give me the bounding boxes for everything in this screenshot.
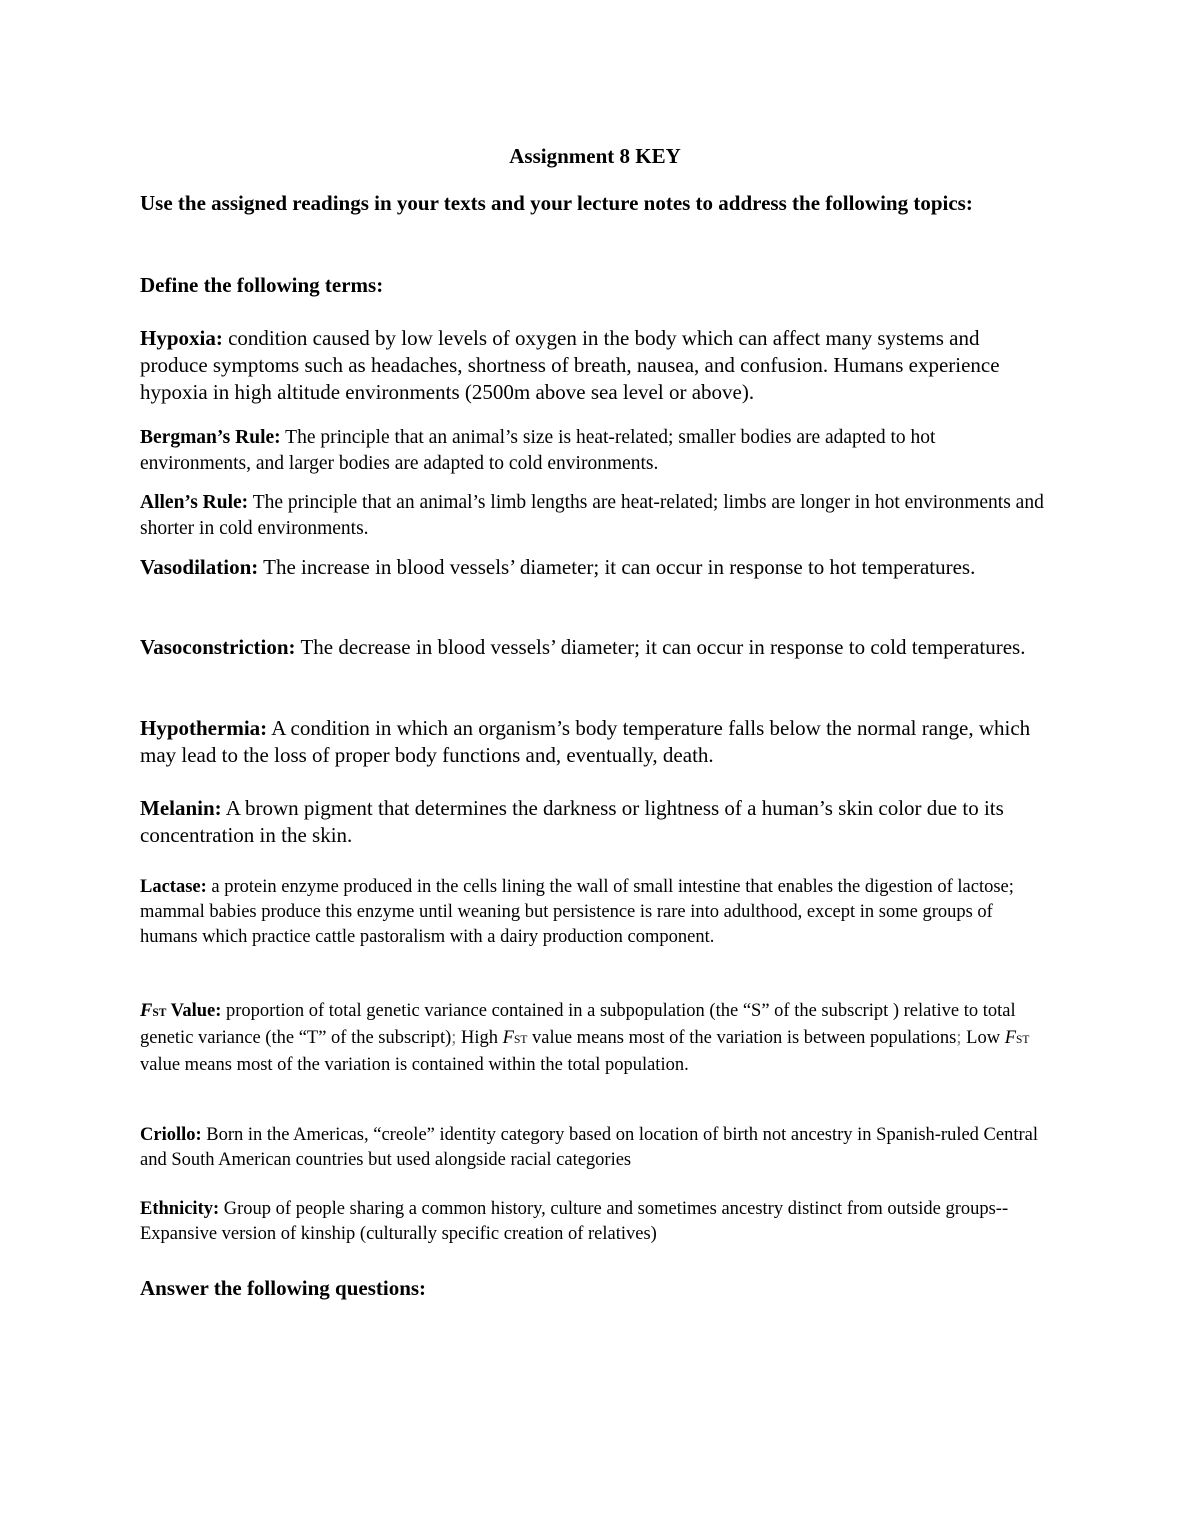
definition-lactase-text: a protein enzyme produced in the cells lining the wall of small intestine that enables the digestion of lactose; mammal babies produce this enzyme until weaning but persistence is rare into adulthood, except in some groups of humans which practice cattle pastoralism with a dairy production component. (140, 877, 1014, 947)
term-ethnicity: Ethnicity: (140, 1199, 220, 1219)
definition-ethnicity (140, 1197, 1050, 1247)
fst-sep2: ; (956, 1028, 962, 1048)
term-melanin: Melanin: (140, 796, 222, 820)
fst-text-part3: value means most of the variation is between populations (527, 1028, 957, 1048)
term-hypothermia: Hypothermia: (140, 716, 268, 740)
definition-ethnicity-text: Group of people sharing a common history, culture and sometimes ancestry distinct from outside groups--Expansive version of kinship (culturally specific creation of relatives) (140, 1199, 1009, 1244)
definition-vasoconstriction-text: The decrease in blood vessels’ diameter; it can occur in response to cold temperatures. (300, 635, 1026, 659)
definition-bergman (140, 425, 1050, 476)
definition-melanin-text: A brown pigment that determines the darkness or lightness of a human’s skin color due to its concentration in the skin. (140, 796, 1004, 847)
fst-term-rest: Value: (170, 1001, 222, 1021)
definition-hypoxia (140, 325, 1050, 406)
fst-text-part5: value means most of the variation is contained within the total population. (140, 1055, 689, 1075)
define-heading: Define the following terms: (140, 273, 384, 297)
definition-vasodilation-text: The increase in blood vessels’ diameter; it can occur in response to hot temperatures. (263, 555, 976, 579)
definition-lactase (140, 875, 1050, 950)
term-lactase: Lactase: (140, 877, 207, 897)
fst-subscript-low: ST (1016, 1034, 1030, 1046)
definition-fst (140, 999, 1050, 1078)
term-criollo: Criollo: (140, 1125, 202, 1145)
fst-symbol-high: F (502, 1028, 514, 1048)
definition-melanin (140, 795, 1050, 849)
fst-sep1: ; (451, 1028, 457, 1048)
fst-text-part4: Low (961, 1028, 1005, 1048)
definition-criollo-text: Born in the Americas, “creole” identity category based on location of birth not ancestry in Spanish-ruled Central and South American countries but used alongside racial categories (140, 1125, 1039, 1170)
fst-text-part1: proportion of total genetic variance contained in a subpopulation (the “S” of the subscript ) relative to total genetic variance (the “T” of the subscript) (140, 1001, 1016, 1048)
term-fst (140, 1001, 221, 1021)
term-vasodilation: Vasodilation: (140, 555, 259, 579)
definition-vasoconstriction (140, 634, 1050, 661)
definition-allen-text: The principle that an animal’s limb lengths are heat-related; limbs are longer in hot environments and shorter in cold environments. (140, 492, 1044, 539)
term-allen: Allen’s Rule: (140, 492, 249, 513)
answer-heading: Answer the following questions: (140, 1276, 427, 1300)
definition-hypoxia-text: condition caused by low levels of oxygen in the body which can affect many systems and produce symptoms such as headaches, shortness of breath, nausea, and confusion. Humans experience hypoxia in high altitude environments (2500m above sea level or above). (140, 326, 1000, 404)
term-hypoxia: Hypoxia: (140, 326, 223, 350)
fst-symbol-low: F (1004, 1028, 1016, 1048)
definition-hypothermia (140, 715, 1050, 769)
document-title: Assignment 8 KEY (509, 144, 681, 168)
fst-text-part2: High (456, 1028, 503, 1048)
fst-symbol: F (140, 1001, 153, 1021)
term-vasoconstriction: Vasoconstriction: (140, 635, 296, 659)
fst-subscript-high: ST (513, 1034, 528, 1046)
term-bergman: Bergman’s Rule: (140, 427, 281, 448)
definition-allen (140, 490, 1050, 541)
definition-hypothermia-text: A condition in which an organism’s body temperature falls below the normal range, which may lead to the loss of proper body functions and, eventually, death. (140, 716, 1031, 767)
definition-criollo (140, 1123, 1050, 1173)
definition-bergman-text: The principle that an animal’s size is heat-related; smaller bodies are adapted to hot environments, and larger bodies are adapted to cold environments. (140, 427, 936, 474)
definition-vasodilation (140, 554, 1050, 581)
fst-subscript: ST (152, 1007, 167, 1019)
instructions: Use the assigned readings in your texts and your lecture notes to address the following topics: (140, 191, 973, 215)
